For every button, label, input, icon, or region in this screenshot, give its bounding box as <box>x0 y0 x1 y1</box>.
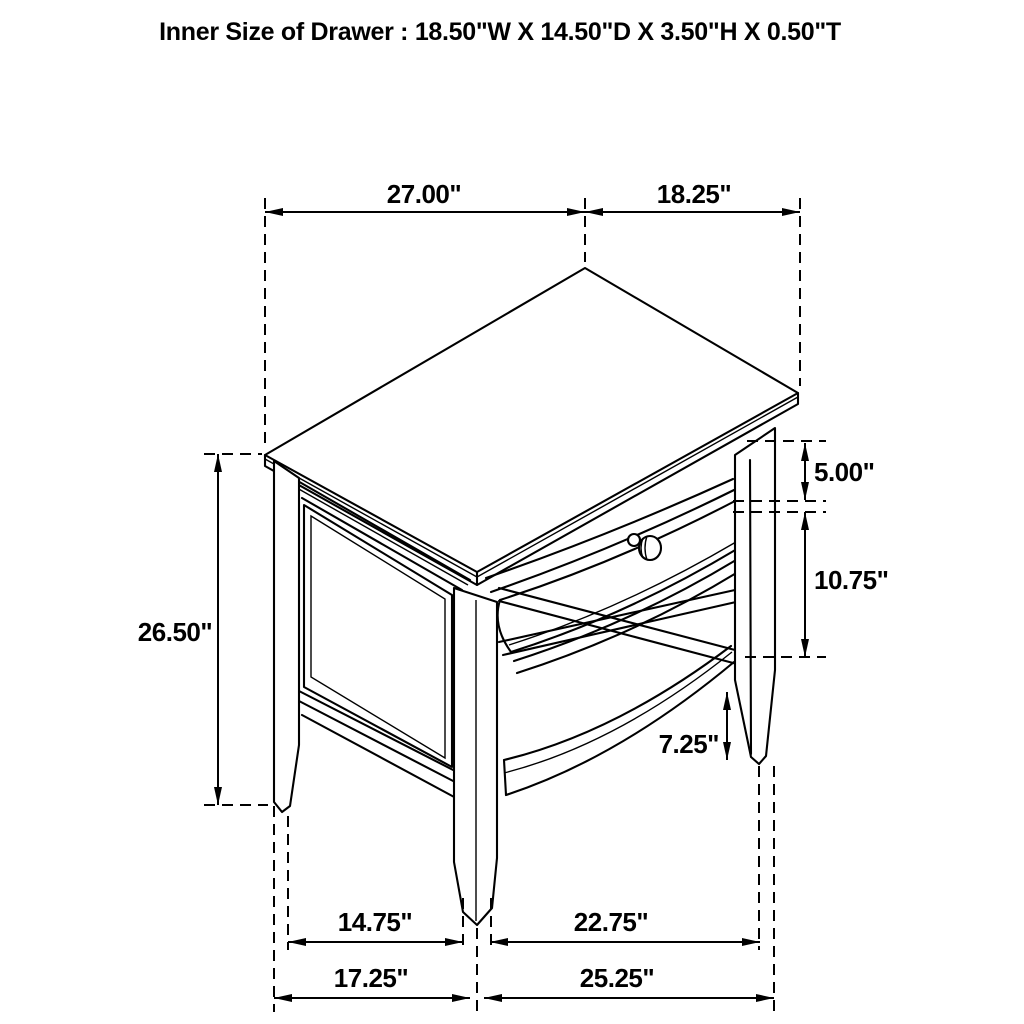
dim-label-base-inner-right: 22.75" <box>573 907 649 937</box>
back-rails <box>499 588 737 664</box>
dim-label-height: 26.50" <box>137 617 213 647</box>
drawer-knob <box>628 534 661 560</box>
dim-label-base-inner-left: 14.75" <box>337 907 413 937</box>
dim-label-top-right: 18.25" <box>656 179 732 209</box>
dim-label-base-outer-left: 17.25" <box>333 963 409 993</box>
right-leg <box>735 428 775 764</box>
dim-label-shelf-clearance: 7.25" <box>658 729 719 759</box>
dim-label-drawer-section: 5.00" <box>814 457 875 487</box>
dim-label-base-outer-right: 25.25" <box>579 963 655 993</box>
dim-label-top-left: 27.00" <box>386 179 462 209</box>
dim-label-mid-section: 10.75" <box>814 565 889 595</box>
back-left-leg <box>274 461 299 812</box>
diagram-title: Inner Size of Drawer : 18.50"W X 14.50"D X 3.50"H X 0.50"T <box>159 18 841 46</box>
